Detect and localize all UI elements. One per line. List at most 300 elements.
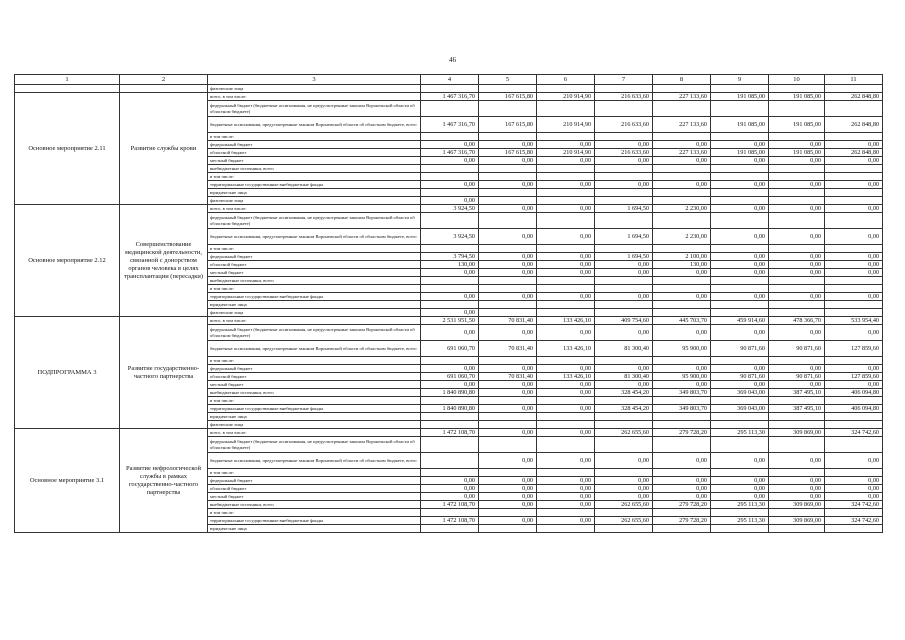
amount-cell: 279 728,20 — [653, 429, 711, 437]
amount-cell — [537, 469, 595, 477]
amount-cell — [595, 413, 653, 421]
funding-source-label: юридические лица — [208, 413, 421, 421]
amount-cell: 95 900,00 — [653, 341, 711, 357]
amount-cell: 0,00 — [595, 365, 653, 373]
amount-cell — [825, 421, 883, 429]
amount-cell: 0,00 — [769, 157, 825, 165]
amount-cell: 309 869,00 — [769, 429, 825, 437]
amount-cell: 533 954,40 — [825, 317, 883, 325]
amount-cell: 0,00 — [595, 485, 653, 493]
amount-cell: 191 085,00 — [711, 149, 769, 157]
amount-cell — [421, 453, 479, 469]
funding-source-label: юридические лица — [208, 525, 421, 533]
amount-cell: 216 633,60 — [595, 149, 653, 157]
amount-cell: 0,00 — [537, 485, 595, 493]
amount-cell — [479, 437, 537, 453]
amount-cell: 191 085,00 — [769, 93, 825, 101]
amount-cell — [537, 213, 595, 229]
amount-cell: 0,00 — [711, 365, 769, 373]
amount-cell — [711, 421, 769, 429]
amount-cell — [653, 357, 711, 365]
funding-source-label: территориальные государственные внебюджетные фонды — [208, 405, 421, 413]
amount-cell — [537, 85, 595, 93]
amount-cell — [653, 525, 711, 533]
amount-cell — [595, 277, 653, 285]
amount-cell: 0,00 — [653, 293, 711, 301]
amount-cell: 227 133,60 — [653, 117, 711, 133]
amount-cell: 0,00 — [653, 365, 711, 373]
funding-source-label: в том числе: — [208, 173, 421, 181]
amount-cell: 0,00 — [537, 389, 595, 397]
amount-cell — [479, 357, 537, 365]
amount-cell — [421, 413, 479, 421]
amount-cell — [479, 245, 537, 253]
amount-cell: 324 742,60 — [825, 517, 883, 525]
amount-cell: 0,00 — [653, 141, 711, 149]
amount-cell: 70 831,40 — [479, 341, 537, 357]
amount-cell: 0,00 — [421, 485, 479, 493]
amount-cell: 0,00 — [653, 381, 711, 389]
amount-cell: 0,00 — [537, 429, 595, 437]
amount-cell: 167 615,80 — [479, 117, 537, 133]
amount-cell: 0,00 — [825, 325, 883, 341]
amount-cell: 459 914,60 — [711, 317, 769, 325]
amount-cell: 369 043,00 — [711, 405, 769, 413]
amount-cell — [421, 301, 479, 309]
amount-cell: 0,00 — [711, 205, 769, 213]
amount-cell: 406 094,80 — [825, 389, 883, 397]
amount-cell: 0,00 — [537, 453, 595, 469]
amount-cell: 0,00 — [711, 293, 769, 301]
amount-cell: 1 467 316,70 — [421, 149, 479, 157]
amount-cell: 133 426,10 — [537, 341, 595, 357]
amount-cell — [421, 277, 479, 285]
amount-cell: 0,00 — [769, 205, 825, 213]
amount-cell — [711, 133, 769, 141]
amount-cell — [421, 357, 479, 365]
amount-cell — [479, 421, 537, 429]
amount-cell — [769, 469, 825, 477]
amount-cell — [711, 101, 769, 117]
amount-cell: 191 085,00 — [711, 93, 769, 101]
amount-cell: 2 100,00 — [653, 253, 711, 261]
amount-cell: 0,00 — [537, 517, 595, 525]
funding-source-label: областной бюджет — [208, 261, 421, 269]
amount-cell — [537, 285, 595, 293]
amount-cell — [653, 165, 711, 173]
amount-cell: 387 495,10 — [769, 389, 825, 397]
amount-cell: 349 803,70 — [653, 389, 711, 397]
amount-cell: 0,00 — [537, 477, 595, 485]
funding-source-label: внебюджетные источники, всего — [208, 277, 421, 285]
funding-source-label: местный бюджет — [208, 157, 421, 165]
amount-cell — [537, 165, 595, 173]
amount-cell: 0,00 — [421, 181, 479, 189]
amount-cell — [711, 413, 769, 421]
amount-cell — [595, 301, 653, 309]
amount-cell: 262 655,60 — [595, 517, 653, 525]
funding-source-label: внебюджетные источники, всего — [208, 165, 421, 173]
amount-cell: 0,00 — [421, 381, 479, 389]
amount-cell: 0,00 — [711, 269, 769, 277]
amount-cell: 262 655,60 — [595, 501, 653, 509]
amount-cell: 0,00 — [537, 501, 595, 509]
amount-cell: 0,00 — [479, 269, 537, 277]
amount-cell: 0,00 — [479, 229, 537, 245]
activity-name: Основное мероприятие 2.11 — [15, 93, 120, 205]
amount-cell: 210 914,90 — [537, 149, 595, 157]
amount-cell — [711, 509, 769, 517]
amount-cell: 133 426,10 — [537, 317, 595, 325]
amount-cell — [711, 437, 769, 453]
amount-cell: 70 831,40 — [479, 373, 537, 381]
amount-cell — [769, 525, 825, 533]
amount-cell: 1 467 316,70 — [421, 93, 479, 101]
amount-cell — [595, 245, 653, 253]
column-header: 4 — [421, 75, 479, 85]
amount-cell — [653, 285, 711, 293]
amount-cell: 0,00 — [421, 309, 479, 317]
amount-cell: 0,00 — [479, 181, 537, 189]
amount-cell: 445 703,70 — [653, 317, 711, 325]
amount-cell: 0,00 — [595, 181, 653, 189]
column-header: 10 — [769, 75, 825, 85]
amount-cell: 0,00 — [537, 157, 595, 165]
funding-source-label: территориальные государственные внебюджетные фонды — [208, 181, 421, 189]
funding-source-label: юридические лица — [208, 301, 421, 309]
amount-cell — [421, 189, 479, 197]
funding-source-label: физические лица — [208, 421, 421, 429]
amount-cell — [825, 301, 883, 309]
amount-cell: 0,00 — [769, 493, 825, 501]
amount-cell — [769, 397, 825, 405]
table-row — [15, 85, 883, 93]
amount-cell: 81 300,40 — [595, 341, 653, 357]
amount-cell: 0,00 — [595, 269, 653, 277]
amount-cell: 0,00 — [537, 253, 595, 261]
amount-cell: 0,00 — [479, 205, 537, 213]
amount-cell: 0,00 — [825, 381, 883, 389]
amount-cell: 0,00 — [595, 453, 653, 469]
funding-source-label: местный бюджет — [208, 381, 421, 389]
amount-cell — [711, 213, 769, 229]
column-header: 1 — [15, 75, 120, 85]
amount-cell — [595, 421, 653, 429]
amount-cell — [595, 85, 653, 93]
funding-source-label: федеральный бюджет — [208, 253, 421, 261]
amount-cell — [421, 437, 479, 453]
amount-cell — [653, 189, 711, 197]
amount-cell: 216 633,60 — [595, 117, 653, 133]
amount-cell — [653, 437, 711, 453]
amount-cell — [825, 413, 883, 421]
activity-name: Основное мероприятие 3.1 — [15, 429, 120, 533]
amount-cell — [421, 509, 479, 517]
amount-cell — [825, 245, 883, 253]
funding-source-label: федеральный бюджет (бюджетные ассигнования, не предусмотренные законом Воронежской области об областном бюджете) — [208, 325, 421, 341]
amount-cell: 0,00 — [595, 157, 653, 165]
amount-cell — [711, 189, 769, 197]
amount-cell: 0,00 — [479, 477, 537, 485]
amount-cell: 0,00 — [825, 229, 883, 245]
amount-cell: 1 472 108,70 — [421, 501, 479, 509]
amount-cell: 0,00 — [711, 485, 769, 493]
amount-cell: 328 454,20 — [595, 405, 653, 413]
amount-cell: 2 230,00 — [653, 205, 711, 213]
amount-cell: 0,00 — [479, 261, 537, 269]
amount-cell — [479, 413, 537, 421]
amount-cell: 0,00 — [711, 253, 769, 261]
amount-cell: 95 900,00 — [653, 373, 711, 381]
funding-source-label: юридические лица — [208, 189, 421, 197]
amount-cell — [825, 165, 883, 173]
amount-cell — [769, 165, 825, 173]
funding-source-label: внебюджетные источники, всего — [208, 389, 421, 397]
amount-cell — [653, 413, 711, 421]
amount-cell: 0,00 — [825, 269, 883, 277]
amount-cell: 216 633,60 — [595, 93, 653, 101]
amount-cell: 0,00 — [479, 157, 537, 165]
amount-cell: 406 094,80 — [825, 405, 883, 413]
amount-cell — [825, 133, 883, 141]
amount-cell — [479, 173, 537, 181]
amount-cell — [421, 213, 479, 229]
amount-cell — [825, 437, 883, 453]
amount-cell — [595, 397, 653, 405]
amount-cell — [595, 309, 653, 317]
amount-cell — [595, 437, 653, 453]
amount-cell: 90 871,60 — [711, 341, 769, 357]
amount-cell — [479, 213, 537, 229]
amount-cell — [711, 357, 769, 365]
amount-cell: 3 924,50 — [421, 229, 479, 245]
amount-cell: 1 472 108,70 — [421, 517, 479, 525]
amount-cell — [421, 173, 479, 181]
amount-cell: 0,00 — [653, 485, 711, 493]
funding-source-label: физические лица — [208, 309, 421, 317]
amount-cell — [595, 197, 653, 205]
amount-cell: 0,00 — [711, 381, 769, 389]
amount-cell — [825, 309, 883, 317]
amount-cell: 1 694,50 — [595, 253, 653, 261]
amount-cell — [825, 101, 883, 117]
amount-cell: 133 426,10 — [537, 373, 595, 381]
amount-cell: 1 694,50 — [595, 205, 653, 213]
amount-cell: 0,00 — [421, 493, 479, 501]
amount-cell: 0,00 — [595, 141, 653, 149]
amount-cell — [769, 285, 825, 293]
amount-cell: 262 655,60 — [595, 429, 653, 437]
amount-cell — [653, 133, 711, 141]
amount-cell: 0,00 — [537, 365, 595, 373]
amount-cell: 409 754,60 — [595, 317, 653, 325]
amount-cell — [825, 85, 883, 93]
amount-cell: 0,00 — [769, 477, 825, 485]
amount-cell: 0,00 — [479, 429, 537, 437]
column-header: 3 — [208, 75, 421, 85]
funding-source-label: федеральный бюджет — [208, 477, 421, 485]
amount-cell — [479, 85, 537, 93]
amount-cell: 0,00 — [595, 325, 653, 341]
amount-cell: 0,00 — [421, 293, 479, 301]
amount-cell — [595, 101, 653, 117]
amount-cell: 191 085,00 — [711, 117, 769, 133]
amount-cell — [769, 509, 825, 517]
funding-source-label: в том числе: — [208, 245, 421, 253]
amount-cell: 0,00 — [711, 453, 769, 469]
amount-cell: 0,00 — [421, 141, 479, 149]
amount-cell: 130,00 — [653, 261, 711, 269]
amount-cell: 0,00 — [653, 325, 711, 341]
amount-cell — [421, 285, 479, 293]
amount-cell — [711, 469, 769, 477]
amount-cell — [711, 165, 769, 173]
amount-cell: 3 924,50 — [421, 205, 479, 213]
amount-cell: 1 840 890,80 — [421, 389, 479, 397]
column-header: 11 — [825, 75, 883, 85]
amount-cell — [825, 357, 883, 365]
funding-source-label: в том числе: — [208, 469, 421, 477]
amount-cell — [479, 277, 537, 285]
amount-cell: 167 615,80 — [479, 93, 537, 101]
amount-cell: 0,00 — [595, 261, 653, 269]
amount-cell — [537, 413, 595, 421]
amount-cell: 262 848,80 — [825, 117, 883, 133]
amount-cell: 1 467 316,70 — [421, 117, 479, 133]
amount-cell — [769, 437, 825, 453]
amount-cell: 70 831,40 — [479, 317, 537, 325]
amount-cell — [653, 213, 711, 229]
amount-cell: 0,00 — [653, 453, 711, 469]
amount-cell — [711, 277, 769, 285]
budget-table — [14, 74, 883, 533]
amount-cell — [421, 421, 479, 429]
funding-source-label: территориальные государственные внебюджетные фонды — [208, 517, 421, 525]
amount-cell — [769, 197, 825, 205]
amount-cell: 0,00 — [825, 293, 883, 301]
amount-cell — [595, 509, 653, 517]
amount-cell — [421, 397, 479, 405]
amount-cell — [479, 189, 537, 197]
amount-cell — [595, 173, 653, 181]
amount-cell — [769, 301, 825, 309]
amount-cell: 0,00 — [537, 261, 595, 269]
amount-cell: 0,00 — [537, 181, 595, 189]
amount-cell: 387 495,10 — [769, 405, 825, 413]
amount-cell — [479, 469, 537, 477]
activity-title: Совершенствование медицинской деятельности, связанной с донорством органов человека в целях трансплантации (пересадки) — [120, 205, 208, 317]
amount-cell: 90 871,60 — [769, 373, 825, 381]
amount-cell: 0,00 — [595, 293, 653, 301]
amount-cell: 0,00 — [769, 269, 825, 277]
amount-cell: 3 794,50 — [421, 253, 479, 261]
funding-source-label: федеральный бюджет (бюджетные ассигнования, не предусмотренные законом Воронежской области об областном бюджете) — [208, 213, 421, 229]
amount-cell — [769, 133, 825, 141]
funding-source-label: в том числе: — [208, 133, 421, 141]
funding-source-label: бюджетные ассигнования, предусмотренные законом Воронежской области об областном бюджете, всего — [208, 229, 421, 245]
amount-cell — [537, 101, 595, 117]
amount-cell: 0,00 — [711, 493, 769, 501]
funding-source-label: бюджетные ассигнования, предусмотренные законом Воронежской области об областном бюджете, всего — [208, 453, 421, 469]
amount-cell: 0,00 — [479, 141, 537, 149]
amount-cell — [653, 197, 711, 205]
amount-cell: 295 113,30 — [711, 517, 769, 525]
amount-cell: 0,00 — [421, 269, 479, 277]
amount-cell: 90 871,60 — [711, 373, 769, 381]
amount-cell — [825, 285, 883, 293]
amount-cell — [653, 397, 711, 405]
funding-source-label: территориальные государственные внебюджетные фонды — [208, 293, 421, 301]
amount-cell: 328 454,20 — [595, 389, 653, 397]
amount-cell: 279 728,20 — [653, 501, 711, 509]
amount-cell — [479, 197, 537, 205]
amount-cell — [595, 285, 653, 293]
amount-cell: 0,00 — [421, 325, 479, 341]
amount-cell: 2 230,00 — [653, 229, 711, 245]
amount-cell: 0,00 — [479, 493, 537, 501]
amount-cell — [769, 213, 825, 229]
amount-cell: 0,00 — [769, 365, 825, 373]
activity-title: Развитие службы крови — [120, 93, 208, 205]
amount-cell: 295 113,30 — [711, 429, 769, 437]
column-header: 5 — [479, 75, 537, 85]
amount-cell: 130,00 — [421, 261, 479, 269]
amount-cell: 0,00 — [825, 253, 883, 261]
amount-cell — [537, 357, 595, 365]
amount-cell — [421, 133, 479, 141]
amount-cell: 324 742,60 — [825, 429, 883, 437]
amount-cell: 191 085,00 — [769, 149, 825, 157]
amount-cell — [653, 277, 711, 285]
amount-cell — [769, 277, 825, 285]
table-body — [15, 85, 883, 533]
amount-cell: 0,00 — [537, 405, 595, 413]
amount-cell: 0,00 — [421, 197, 479, 205]
funding-source-label: всего, в том числе: — [208, 429, 421, 437]
amount-cell — [825, 469, 883, 477]
table-row — [15, 317, 883, 325]
amount-cell — [479, 285, 537, 293]
amount-cell: 0,00 — [479, 453, 537, 469]
amount-cell: 0,00 — [537, 141, 595, 149]
amount-cell — [825, 213, 883, 229]
amount-cell — [769, 421, 825, 429]
funding-source-label: в том числе: — [208, 397, 421, 405]
amount-cell — [479, 301, 537, 309]
amount-cell — [421, 165, 479, 173]
amount-cell — [479, 133, 537, 141]
amount-cell: 0,00 — [479, 253, 537, 261]
funding-source-label: федеральный бюджет — [208, 141, 421, 149]
amount-cell: 0,00 — [825, 485, 883, 493]
amount-cell: 324 742,60 — [825, 501, 883, 509]
amount-cell: 1 694,50 — [595, 229, 653, 245]
amount-cell: 262 848,80 — [825, 149, 883, 157]
amount-cell — [595, 213, 653, 229]
amount-cell — [769, 101, 825, 117]
amount-cell: 0,00 — [653, 493, 711, 501]
amount-cell: 0,00 — [479, 485, 537, 493]
page-number: 46 — [449, 56, 456, 64]
amount-cell: 191 085,00 — [769, 117, 825, 133]
funding-source-label: в том числе: — [208, 285, 421, 293]
amount-cell: 279 728,20 — [653, 517, 711, 525]
amount-cell — [537, 437, 595, 453]
amount-cell: 0,00 — [653, 181, 711, 189]
amount-cell: 691 060,70 — [421, 341, 479, 357]
amount-cell: 90 871,60 — [769, 341, 825, 357]
amount-cell: 0,00 — [537, 493, 595, 501]
